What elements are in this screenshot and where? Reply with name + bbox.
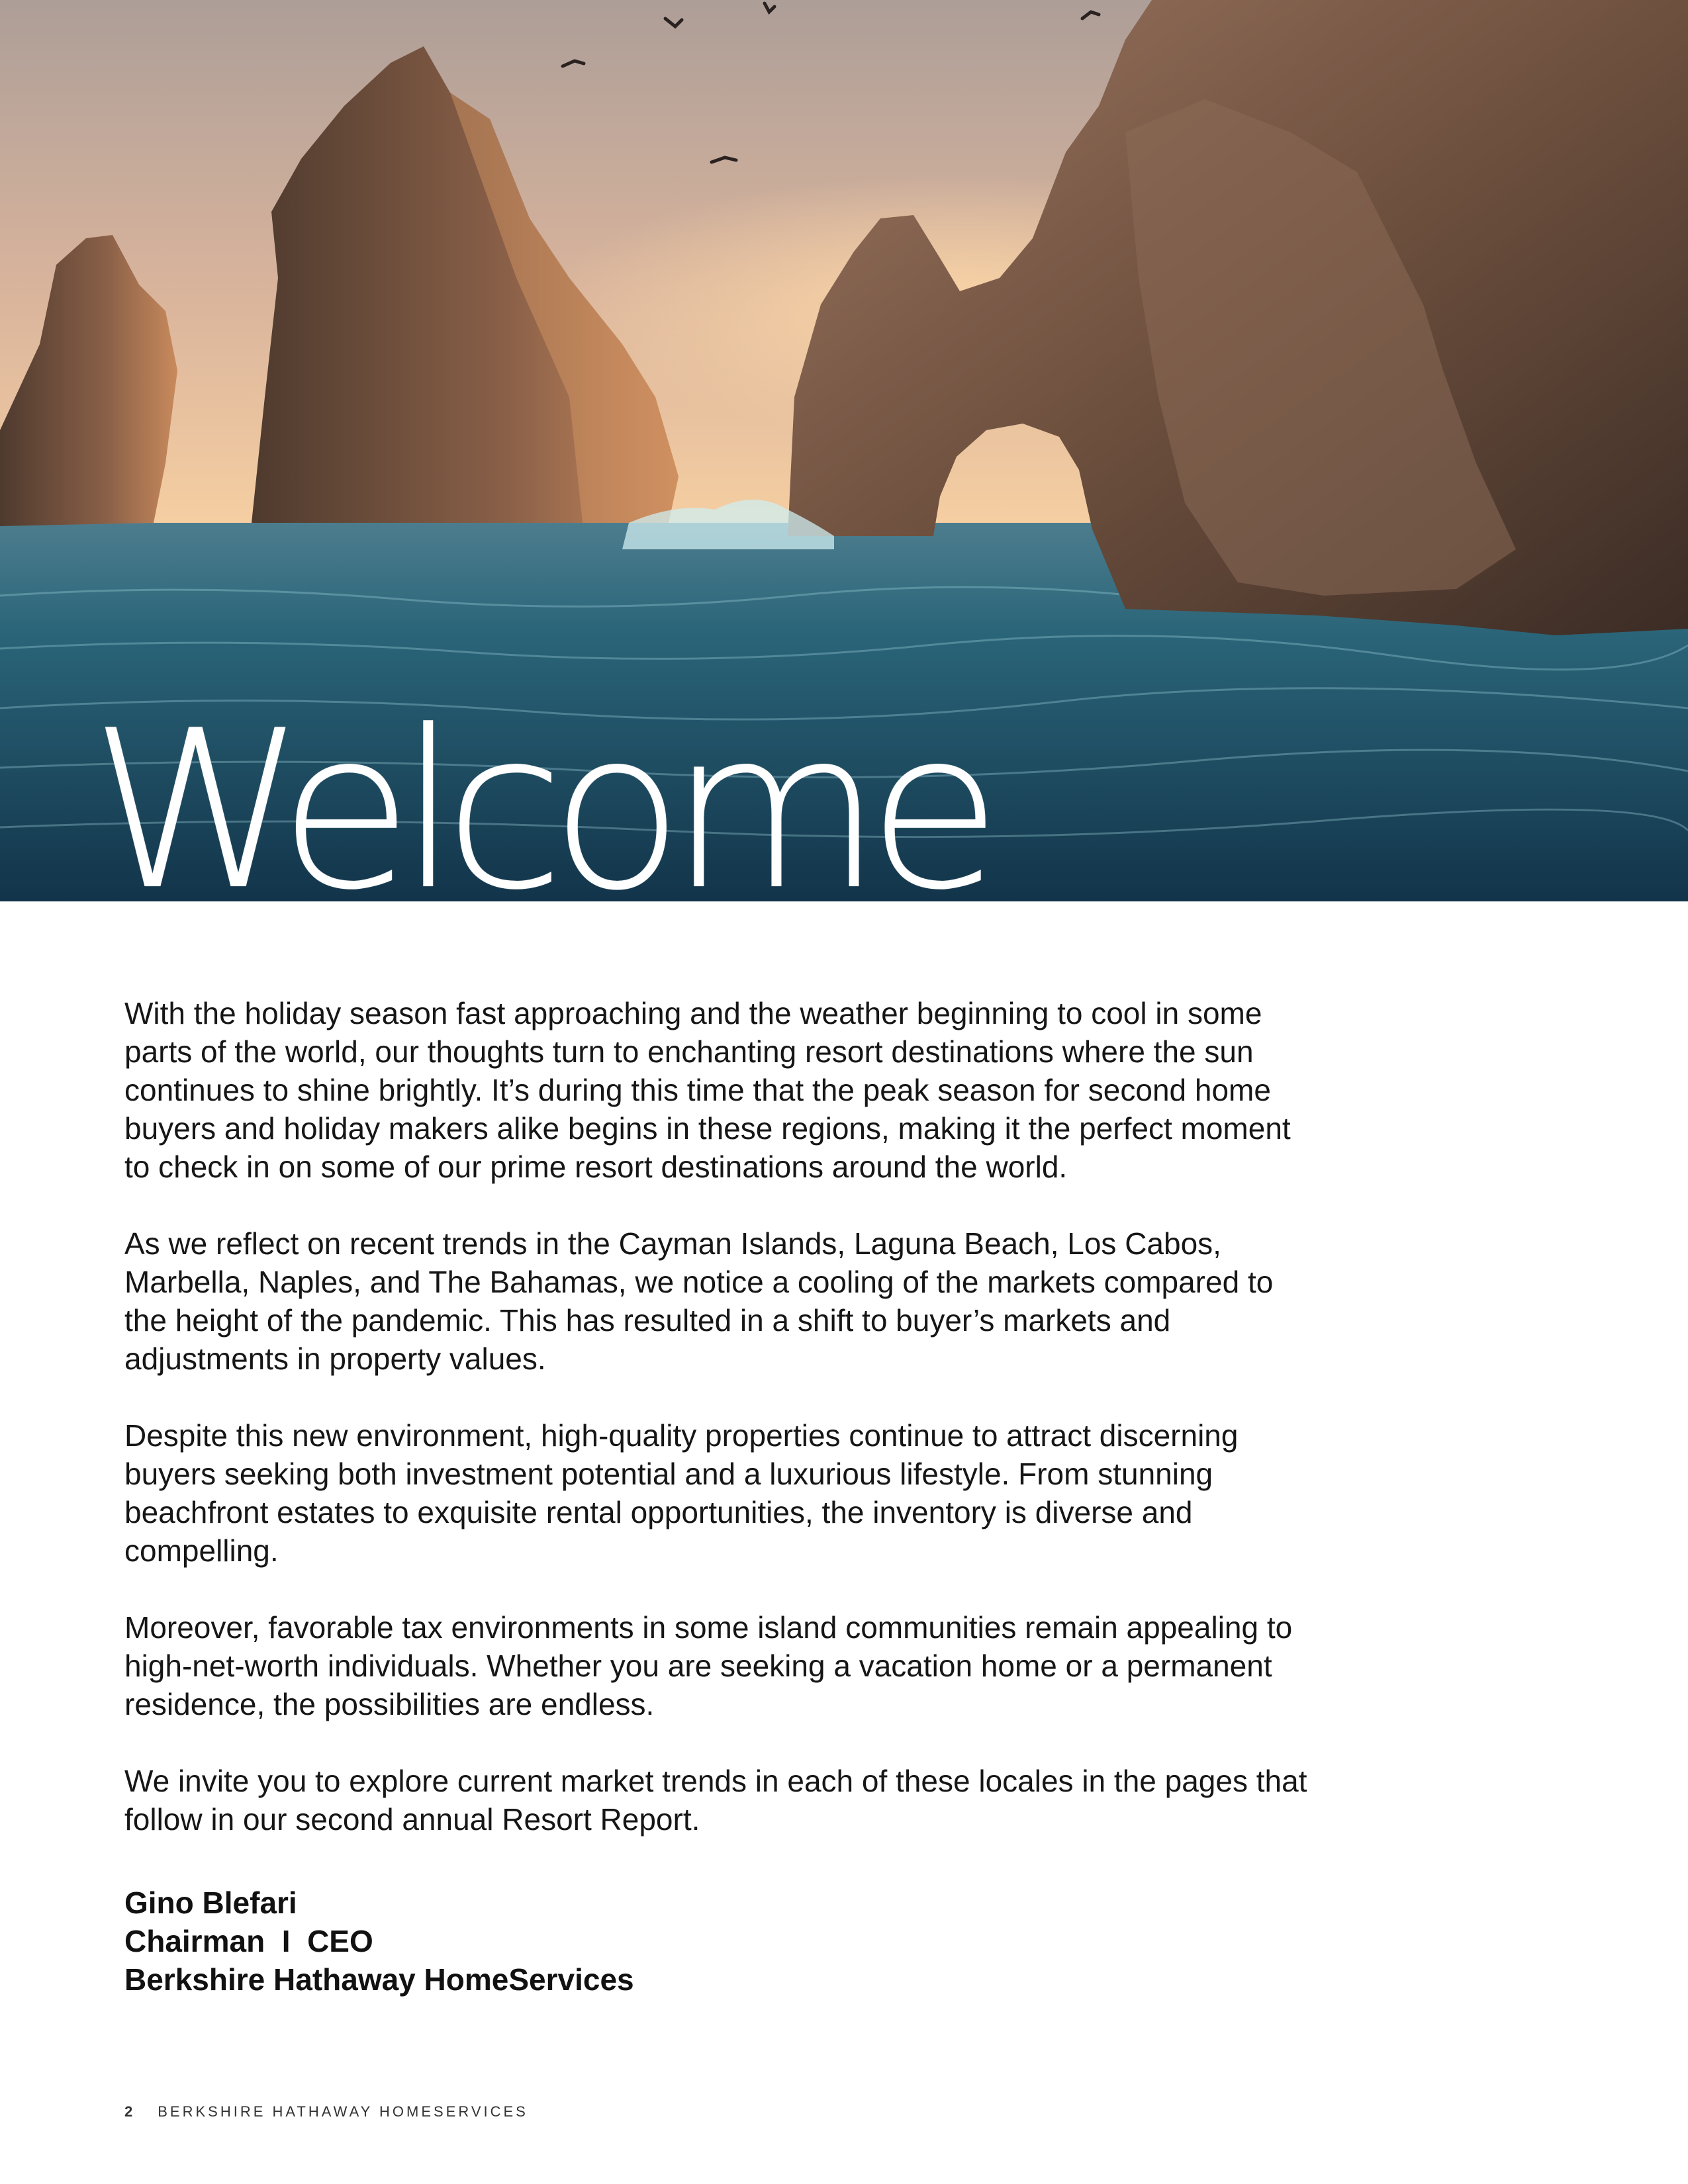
hero-image [0,0,1688,901]
signature-title: Chairman I CEO [124,1924,373,1958]
paragraph: We invite you to explore current market trends in each of these locales in the pages that follow in our second annual Resort Report. [124,1764,1307,1837]
paragraph: Despite this new environment, high-quality properties continue to attract discerning buyers seeking both investment potential and a luxurious lifestyle. From stunning beachfront estates to exquisite rental opportunities, the inventory is diverse and compelling. [124,1418,1239,1568]
page-number: 2 [124,2103,136,2120]
footer-brand: BERKSHIRE HATHAWAY HOMESERVICES [158,2103,528,2120]
signature-name: Gino Blefari [124,1886,297,1920]
signature-block [124,1884,634,1999]
page-footer [124,2103,528,2120]
paragraph: As we reflect on recent trends in the Cayman Islands, Laguna Beach, Los Cabos, Marbella, Naples, and The Bahamas, we notice a cooling of the markets compared to the height of the pandemic. This has resulted in a shift to buyer’s markets and adjustments in property values. [124,1226,1274,1376]
paragraph: Moreover, favorable tax environments in some island communities remain appealing to high-net-worth individuals. Whether you are seeking a vacation home or a permanent residence, the possibilities are endless. [124,1610,1293,1721]
page-title: Welcome [90,684,988,901]
signature-company: Berkshire Hathaway HomeServices [124,1962,634,1997]
paragraph: With the holiday season fast approaching and the weather beginning to cool in some parts of the world, our thoughts turn to enchanting resort destinations where the sun continues to shine brightly. It’s during this time that the peak season for second home buyers and holiday makers alike begins in these regions, making it the perfect moment to check in on some of our prime resort destinations around the world. [124,996,1291,1184]
letter-body [124,994,1316,1877]
